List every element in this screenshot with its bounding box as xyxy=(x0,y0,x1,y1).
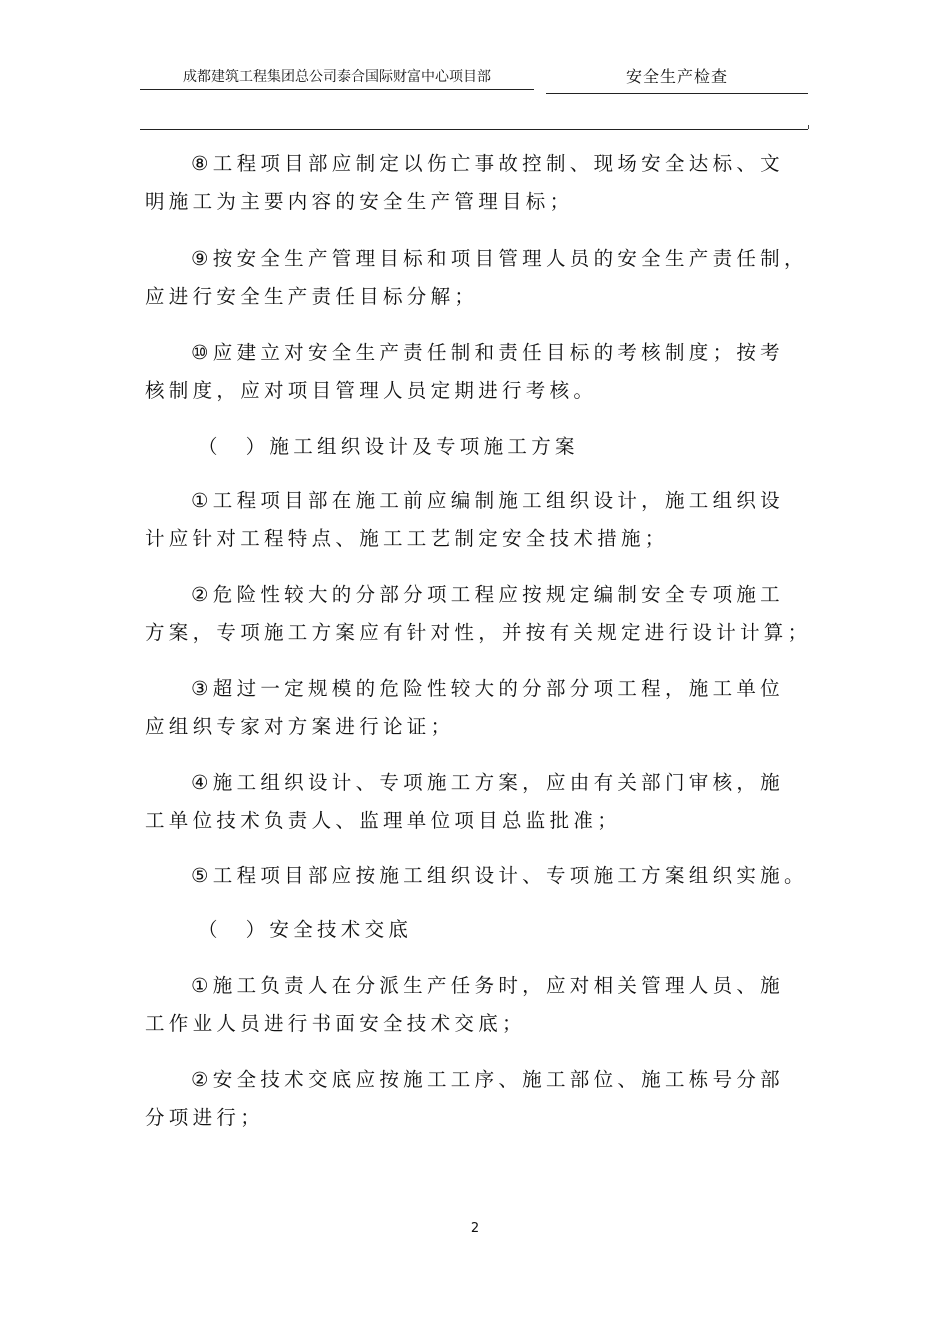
paragraph-disclosure-2 xyxy=(145,1061,825,1137)
paragraph-line: ④施工组织设计、专项施工方案，应由有关部门审核，施 xyxy=(191,771,784,794)
paragraph-line: 应进行安全生产责任目标分解； xyxy=(145,285,479,308)
paragraph-item-8 xyxy=(145,145,825,221)
section-heading-construction-plan: （ ）施工组织设计及专项施工方案 xyxy=(198,435,579,458)
paragraph-line: 工作业人员进行书面安全技术交底； xyxy=(145,1012,526,1035)
paragraph-line: ①工程项目部在施工前应编制施工组织设计，施工组织设 xyxy=(191,489,784,512)
paragraph-disclosure-1 xyxy=(145,967,825,1043)
paragraph-construction-4 xyxy=(145,764,825,840)
paragraph-line: ②危险性较大的分部分项工程应按规定编制安全专项施工 xyxy=(191,583,784,606)
paragraph-line: 工单位技术负责人、监理单位项目总监批准； xyxy=(145,809,622,832)
paragraph-line: 核制度，应对项目管理人员定期进行考核。 xyxy=(145,379,598,402)
section-heading-safety-disclosure: （ ）安全技术交底 xyxy=(198,918,413,941)
paragraph-construction-5 xyxy=(145,857,825,895)
header-company-name: 成都建筑工程集团总公司泰合国际财富中心项目部 xyxy=(183,69,491,85)
paragraph-line: ⑧工程项目部应制定以伤亡事故控制、现场安全达标、文 xyxy=(191,152,784,175)
page-number: 2 xyxy=(470,1221,480,1236)
header-rule-full xyxy=(140,129,808,130)
paragraph-line: ③超过一定规模的危险性较大的分部分项工程，施工单位 xyxy=(191,677,784,700)
paragraph-line: 方案，专项施工方案应有针对性，并按有关规定进行设计计算； xyxy=(145,621,812,644)
paragraph-item-10 xyxy=(145,334,825,410)
header-rule-right xyxy=(546,93,808,94)
paragraph-line: 应组织专家对方案进行论证； xyxy=(145,715,455,738)
paragraph-construction-3 xyxy=(145,670,825,746)
header-document-title: 安全生产检查 xyxy=(625,67,728,86)
paragraph-line: 计应针对工程特点、施工工艺制定安全技术措施； xyxy=(145,527,669,550)
paragraph-line: ⑨按安全生产管理目标和项目管理人员的安全生产责任制， xyxy=(191,247,808,270)
paragraph-construction-2 xyxy=(145,576,825,652)
paragraph-item-9 xyxy=(145,240,825,316)
paragraph-line: ①施工负责人在分派生产任务时，应对相关管理人员、施 xyxy=(191,974,784,997)
paragraph-line: ②安全技术交底应按施工工序、施工部位、施工栋号分部 xyxy=(191,1068,784,1091)
paragraph-line: 明施工为主要内容的安全生产管理目标； xyxy=(145,190,574,213)
paragraph-line: 分项进行； xyxy=(145,1106,265,1129)
header-rule-left xyxy=(140,89,534,90)
paragraph-construction-1 xyxy=(145,482,825,558)
paragraph-line: ⑩应建立对安全生产责任制和责任目标的考核制度；按考 xyxy=(191,341,784,364)
paragraph-line: ⑤工程项目部应按施工组织设计、专项施工方案组织实施。 xyxy=(191,864,808,887)
header-rule-mark xyxy=(808,125,809,129)
